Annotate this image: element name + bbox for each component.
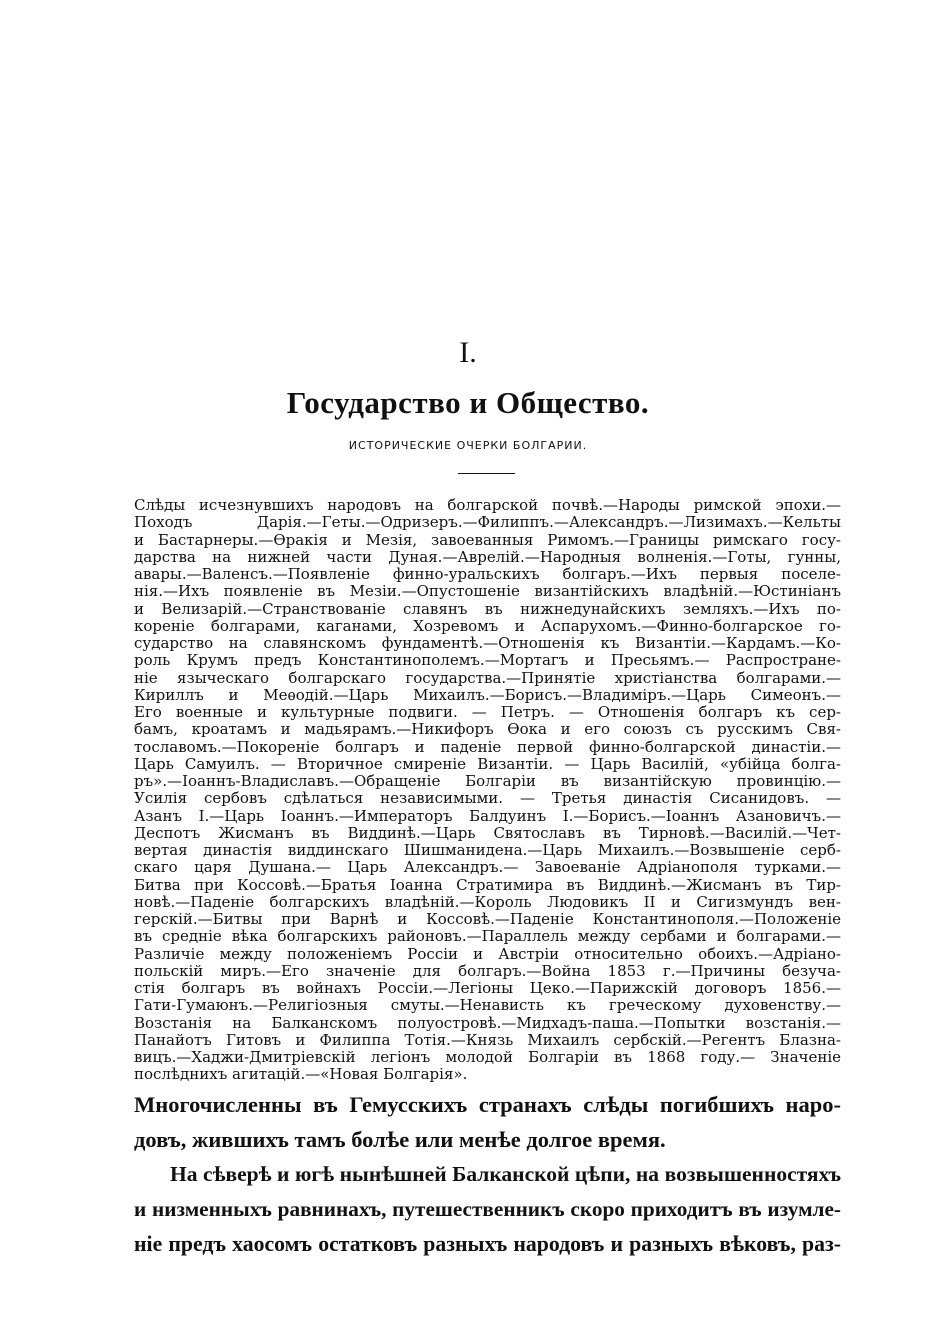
synopsis-line: герскій.—Битвы при Варнѣ и Коссовѣ.—Паденіе Константинополя.—Положеніе	[134, 911, 841, 928]
body-text	[134, 1087, 841, 1262]
synopsis-line: Его военные и культурные подвиги. — Петръ. — Отношенія болгаръ къ сер-	[134, 704, 841, 721]
synopsis-line: сударство на славянскомъ фундаментѣ.—Отношенія къ Византіи.—Кардамъ.—Ко-	[134, 635, 841, 652]
body-line: ніе предъ хаосомъ остатковъ разныхъ народовъ и разныхъ вѣковъ, раз-	[134, 1232, 841, 1256]
chapter-number: I.	[459, 336, 477, 369]
synopsis-line: стія болгаръ въ войнахъ Россіи.—Легіоны Цеко.—Парижскій договоръ 1856.—	[134, 980, 841, 997]
synopsis-line: Возстанія на Балканскомъ полуостровѣ.—Мидхадъ-паша.—Попытки возстанія.—	[134, 1014, 841, 1032]
synopsis-line: Походъ Дарія.—Геты.—Одризеръ.—Филиппъ.—Александръ.—Лизимахъ.—Кельты	[134, 514, 841, 532]
synopsis-line: дарства на нижней части Дуная.—Аврелій.—Народныя волненія.—Готы, гунны,	[134, 548, 841, 566]
synopsis-line: вицъ.—Хаджи-Дмитріевскій легіонъ молодой Болгаріи въ 1868 году.— Значеніе	[134, 1049, 841, 1066]
chapter-synopsis	[134, 497, 841, 1084]
body-line: Многочисленны въ Гемусскихъ странахъ слѣды погибшихъ наро-	[134, 1092, 841, 1117]
synopsis-line: польскій миръ.—Его значеніе для болгаръ.—Война 1853 г.—Причины безуча-	[134, 962, 841, 980]
synopsis-line: роль Крумъ предъ Константинополемъ.—Мортагъ и Пресьямъ.— Распростране-	[134, 652, 841, 670]
synopsis-line: въ средніе вѣка болгарскихъ районовъ.—Параллель между сербами и болгарами.—	[134, 928, 841, 946]
body-line: На сѣверѣ и югѣ нынѣшней Балканской цѣпи, на возвышенностяхъ	[170, 1162, 841, 1186]
synopsis-line: нія.—Ихъ появленіе въ Мезіи.—Опустошеніе византійскихъ владѣній.—Юстиніанъ	[134, 583, 841, 601]
synopsis-line: кореніе болгарами, каганами, Хозревомъ и Аспарухомъ.—Финно-болгарское го-	[134, 617, 841, 635]
synopsis-line: и Бастарнеры.—Ѳракія и Мезія, завоеванныя Римомъ.—Границы римскаго госу-	[134, 531, 841, 549]
chapter-subtitle: ИСТОРИЧЕСКИЕ ОЧЕРКИ БОЛГАРИИ.	[348, 439, 588, 452]
synopsis-line: Азанъ I.—Царь Іоаннъ.—Императоръ Балдуинъ I.—Борисъ.—Іоаннъ Азановичъ.—	[134, 807, 841, 825]
synopsis-line: Различіе между положеніемъ Россіи и Австріи относительно обоихъ.—Адріано-	[134, 945, 841, 963]
synopsis-line: и Велизарій.—Странствованіе славянъ въ нижнедунайскихъ земляхъ.—Ихъ по-	[134, 600, 841, 618]
synopsis-line: скаго царя Душана.— Царь Александръ.— Завоеваніе Адріанополя турками.—	[134, 859, 841, 877]
synopsis-line: Слѣды исчезнувшихъ народовъ на болгарской почвѣ.—Народы римской эпохи.—	[134, 497, 841, 514]
synopsis-line: Деспотъ Жисманъ въ Виддинѣ.—Царь Святославъ въ Тирновѣ.—Василій.—Чет-	[134, 824, 841, 842]
synopsis-line: авары.—Валенсъ.—Появленіе финно-уральскихъ болгаръ.—Ихъ первыя поселе-	[134, 566, 841, 583]
synopsis-line: Битва при Коссовѣ.—Братья Іоанна Стратимира въ Виддинѣ.—Жисманъ въ Тир-	[134, 876, 841, 894]
synopsis-line: Усилія сербовъ сдѣлаться независимыми. — Третья династія Сисанидовъ. —	[134, 790, 841, 808]
synopsis-line: Панайотъ Гитовъ и Филиппа Тотія.—Князь Михаилъ сербскій.—Регентъ Блазна-	[134, 1031, 841, 1049]
synopsis-line: Кириллъ и Меѳодій.—Царь Михаилъ.—Борисъ.—Владиміръ.—Царь Симеонъ.—	[134, 686, 841, 704]
synopsis-line: Гати-Гумаюнъ.—Религіозныя смуты.—Ненависть къ греческому духовенству.—	[134, 997, 841, 1015]
synopsis-line: ръ».—Іоаннъ-Владиславъ.—Обращеніе Болгаріи въ византійскую провинцію.—	[134, 773, 841, 790]
synopsis-line: Царь Самуилъ. — Вторичное смиреніе Византіи. — Царь Василій, «убійца болга-	[134, 755, 841, 773]
title-divider	[458, 473, 515, 474]
synopsis-line: бамъ, кроатамъ и мадьярамъ.—Никифоръ Ѳока и его союзъ съ русскимъ Свя-	[134, 721, 841, 739]
body-line: и низменныхъ равнинахъ, путешественникъ скоро приходитъ въ изумле-	[134, 1197, 841, 1221]
synopsis-line: ніе языческаго болгарскаго государства.—Принятіе христіанства болгарами.—	[134, 669, 841, 687]
synopsis-line: новѣ.—Паденіе болгарскихъ владѣній.—Король Людовикъ II и Сигизмундъ вен-	[134, 893, 841, 911]
synopsis-line: тославомъ.—Покореніе болгаръ и паденіе первой финно-болгарской династіи.—	[134, 738, 841, 756]
synopsis-line: вертая династія виддинскаго Шишманидена.—Царь Михаилъ.—Возвышеніе серб-	[134, 842, 841, 859]
synopsis-line: послѣднихъ агитацій.—«Новая Болгарія».	[134, 1066, 468, 1084]
chapter-title: Государство и Общество.	[286, 385, 650, 420]
body-line: довъ, жившихъ тамъ болѣе или менѣе долгое время.	[134, 1127, 666, 1152]
